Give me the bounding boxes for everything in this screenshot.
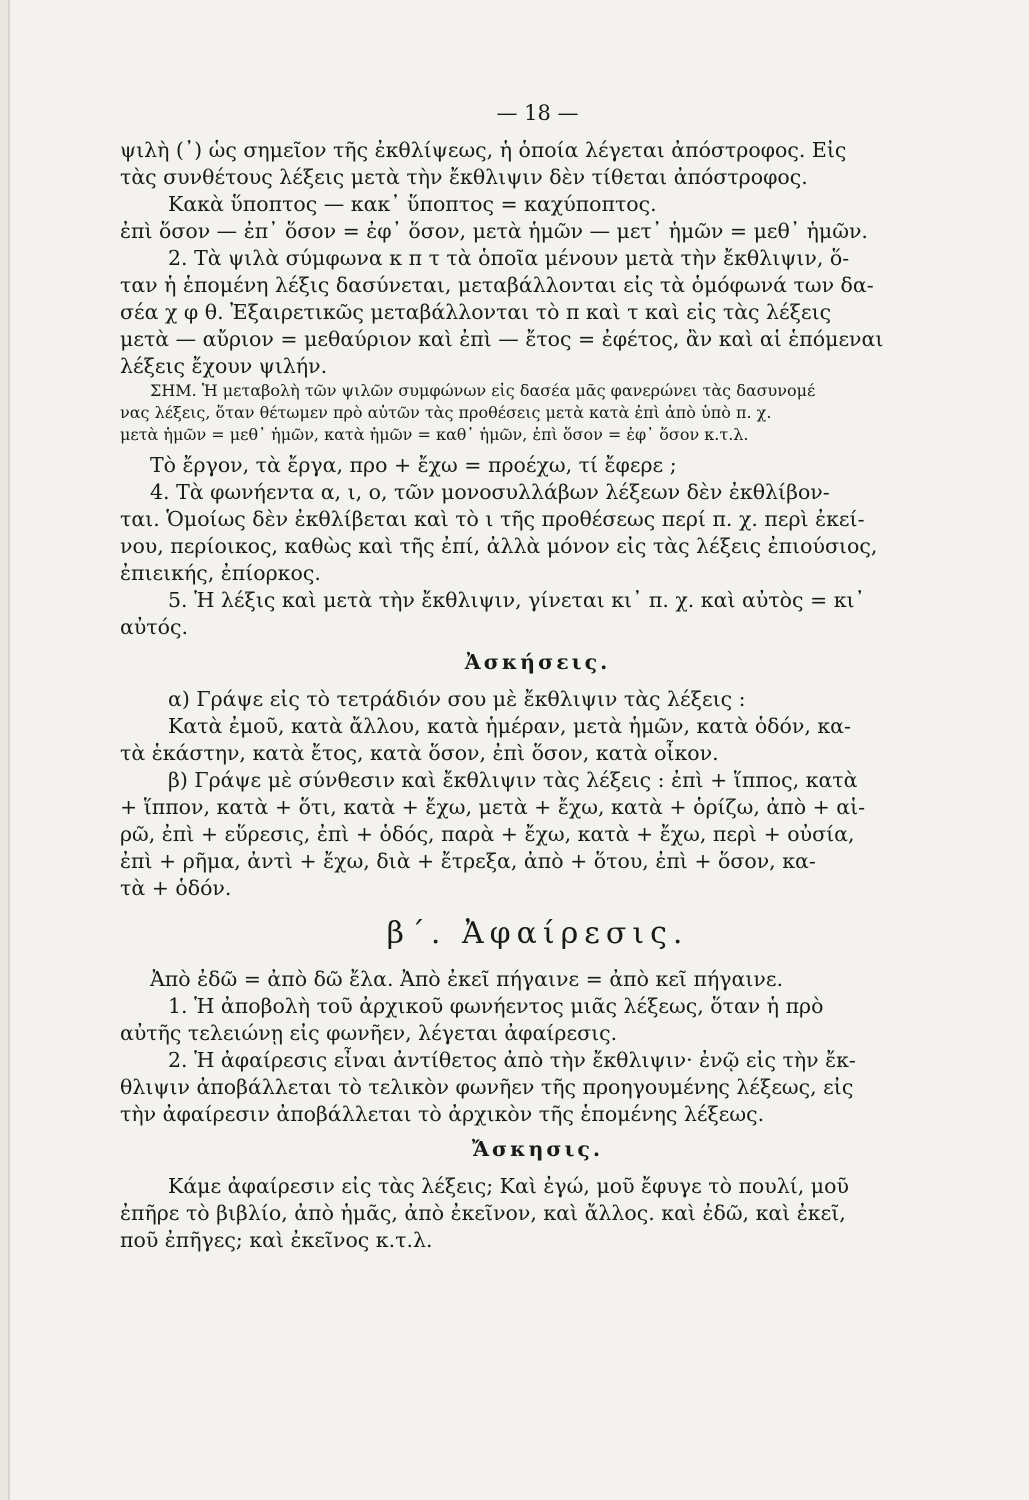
text-line: 4. Τὰ φωνήεντα α, ι, ο, τῶν μονοσυλλάβων λέξεων δὲν ἐκθλίβον- bbox=[150, 480, 830, 504]
exercise-line: ρῶ, ἐπὶ + εὕρεσις, ἐπὶ + ὁδός, παρὰ + ἔχω, κατὰ + ἔχω, περὶ + οὐσία, bbox=[120, 822, 855, 846]
text-line: νου, περίοικος, καθὼς καὶ τῆς ἐπί, ἀλλὰ μόνον εἰς τὰς λέξεις ἐπιούσιος, bbox=[120, 534, 878, 558]
exercise-line: τὰ ἑκάστην, κατὰ ἔτος, κατὰ ὅσον, ἐπὶ ὅσον, κατὰ οἶκον. bbox=[120, 741, 719, 765]
text-line: 1. Ἡ ἀποβολὴ τοῦ ἀρχικοῦ φωνήεντος μιᾶς λέξεως, ὅταν ἡ πρὸ bbox=[168, 994, 824, 1018]
exercise-line: τὰ + ὁδόν. bbox=[120, 876, 232, 900]
text-line: Κακὰ ὕποπτος — κακ᾿ ὕποπτος = καχύποπτος. bbox=[168, 192, 657, 216]
exercise-line: α) Γράψε εἰς τὸ τετράδιόν σου μὲ ἔκθλιψιν τὰς λέξεις : bbox=[168, 687, 746, 711]
text-line: μετὰ — αὔριον = μεθαύριον καὶ ἐπὶ — ἔτος = ἐφέτος, ἂν καὶ αἱ ἑπόμεναι bbox=[120, 327, 884, 351]
exercise-line: ἐπῆρε τὸ βιβλίο, ἀπὸ ἡμᾶς, ἀπὸ ἐκεῖνον, καὶ ἄλλος. καὶ ἐδῶ, καὶ ἐκεῖ, bbox=[120, 1201, 846, 1225]
text-line: λέξεις ἔχουν ψιλήν. bbox=[120, 354, 328, 378]
text-line: αὐτῆς τελειώνῃ εἰς φωνῆεν, λέγεται ἀφαίρεσις. bbox=[120, 1021, 618, 1045]
text-line: σέα χ φ θ. Ἐξαιρετικῶς μεταβάλλονται τὸ π καὶ τ καὶ εἰς τὰς λέξεις bbox=[120, 300, 832, 324]
exercise-line: β) Γράψε μὲ σύνθεσιν καὶ ἔκθλιψιν τὰς λέξεις : ἐπὶ + ἵππος, κατὰ bbox=[168, 768, 858, 792]
section-heading-aphaeresis: β΄. Ἀφαίρεσις. bbox=[386, 916, 689, 951]
text-line: 2. Τὰ ψιλὰ σύμφωνα κ π τ τὰ ὁποῖα μένουν μετὰ τὴν ἔκθλιψιν, ὅ- bbox=[168, 246, 850, 270]
text-line: ταν ἡ ἑπομένη λέξις δασύνεται, μεταβάλλονται εἰς τὰ ὁμόφωνά των δα- bbox=[120, 273, 874, 297]
note-line: μετὰ ἡμῶν = μεθ᾿ ἡμῶν, κατὰ ἡμῶν = καθ᾿ ἡμῶν, ἐπὶ ὅσον = ἐφ᾿ ὅσον κ.τ.λ. bbox=[120, 425, 749, 444]
text-line: ται. Ὁμοίως δὲν ἐκθλίβεται καὶ τὸ ι τῆς προθέσεως περί π. χ. περὶ ἐκεί- bbox=[120, 507, 865, 531]
text-line: ψιλὴ (᾿) ὡς σημεῖον τῆς ἐκθλίψεως, ἡ ὁποία λέγεται ἀπόστροφος. Εἰς bbox=[120, 138, 847, 162]
text-line: ἐπὶ ὅσον — ἐπ᾿ ὅσον = ἐφ᾿ ὅσον, μετὰ ἡμῶν — μετ᾿ ἡμῶν = μεθ᾿ ἡμῶν. bbox=[120, 219, 868, 243]
exercise-line: + ἵππον, κατὰ + ὅτι, κατὰ + ἔχω, μετὰ + ἔχω, κατὰ + ὁρίζω, ἀπὸ + αἱ- bbox=[120, 795, 866, 819]
page-number: — 18 — bbox=[496, 101, 579, 125]
section-heading-exercises: Ἀσκήσεις. bbox=[464, 650, 611, 674]
page-sheet bbox=[8, 0, 1029, 1500]
note-line: νας λέξεις, ὅταν θέτωμεν πρὸ αὐτῶν τὰς προθέσεις μετὰ κατὰ ἐπὶ ἀπὸ ὑπὸ π. χ. bbox=[120, 403, 772, 422]
page-content bbox=[120, 100, 955, 1254]
exercise-line: Κατὰ ἐμοῦ, κατὰ ἄλλου, κατὰ ἡμέραν, μετὰ ἡμῶν, κατὰ ὁδόν, κα- bbox=[168, 714, 851, 738]
text-line: 5. Ἡ λέξις καὶ μετὰ τὴν ἔκθλιψιν, γίνεται κι᾿ π. χ. καὶ αὐτὸς = κι᾿ bbox=[168, 588, 865, 612]
section-heading-exercise: Ἄσκησις. bbox=[471, 1137, 604, 1161]
note-line: ΣΗΜ. Ἡ μεταβολὴ τῶν ψιλῶν συμφώνων εἰς δασέα μᾶς φανερώνει τὰς δασυνομέ bbox=[150, 381, 816, 400]
text-line: θλιψιν ἀποβάλλεται τὸ τελικὸν φωνῆεν τῆς προηγουμένης λέξεως, εἰς bbox=[120, 1075, 854, 1099]
text-line: Ἀπὸ ἐδῶ = ἀπὸ δῶ ἔλα. Ἀπὸ ἐκεῖ πήγαινε = ἀπὸ κεῖ πήγαινε. bbox=[150, 967, 783, 991]
text-line: 2. Ἡ ἀφαίρεσις εἶναι ἀντίθετος ἀπὸ τὴν ἔκθλιψιν· ἐνῷ εἰς τὴν ἔκ- bbox=[168, 1048, 856, 1072]
exercise-line: Κάμε ἀφαίρεσιν εἰς τὰς λέξεις; Καὶ ἐγώ, μοῦ ἔφυγε τὸ πουλί, μοῦ bbox=[168, 1174, 849, 1198]
text-line: ἐπιεικής, ἐπίορκος. bbox=[120, 561, 321, 585]
exercise-line: ἐπὶ + ρῆμα, ἀντὶ + ἔχω, διὰ + ἔτρεξα, ἀπὸ + ὅτου, ἐπὶ + ὅσον, κα- bbox=[120, 849, 816, 873]
text-line: Τὸ ἔργον, τὰ ἔργα, προ + ἔχω = προέχω, τί ἔφερε ; bbox=[150, 453, 677, 477]
exercise-line: ποῦ ἐπῆγες; καὶ ἐκεῖνος κ.τ.λ. bbox=[120, 1228, 433, 1252]
text-line: τὰς συνθέτους λέξεις μετὰ τὴν ἔκθλιψιν δὲν τίθεται ἀπόστροφος. bbox=[120, 165, 808, 189]
text-line: αὐτός. bbox=[120, 615, 188, 639]
text-line: τὴν ἀφαίρεσιν ἀποβάλλεται τὸ ἀρχικὸν τῆς ἑπομένης λέξεως. bbox=[120, 1102, 765, 1126]
